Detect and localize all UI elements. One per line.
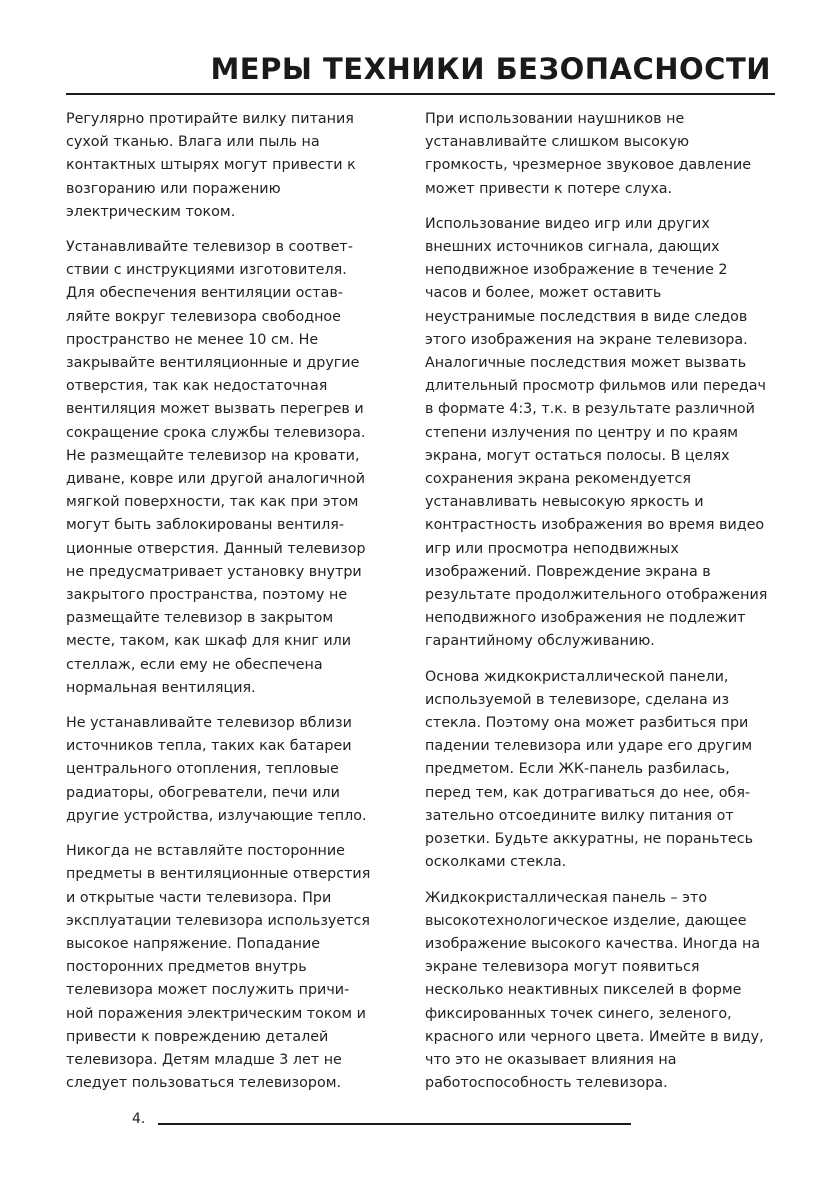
text-line: несколько неактивных пикселей в форме [425, 982, 742, 999]
text-line: изображение высокого качества. Иногда на [425, 935, 761, 952]
text-line: громкость, чрезмерное звуковое давление [425, 157, 752, 174]
text-line: часов и более, может оставить [425, 285, 662, 302]
text-line: стеллаж, если ему не обеспечена [66, 656, 323, 673]
left-column [66, 108, 378, 1107]
text-line: размещайте телевизор в закрытом [66, 610, 334, 627]
text-line: что это не оказывает влияния на [425, 1051, 677, 1068]
text-line: красного или черного цвета. Имейте в виду, [425, 1028, 764, 1045]
text-line: Регулярно протирайте вилку питания [66, 111, 354, 127]
text-line: работоспособность телевизора. [425, 1075, 668, 1092]
text-line: Основа жидкокристаллической панели, [425, 668, 729, 685]
text-line: неподвижного изображения не подлежит [425, 610, 746, 627]
paragraph-headphones [425, 108, 775, 201]
text-line: не предусматривает установку внутри [66, 563, 362, 580]
text-line: гарантийному обслуживанию. [425, 633, 655, 650]
text-line: игр или просмотра неподвижных [425, 540, 679, 557]
text-line: отверстия, так как недостаточная [66, 378, 328, 395]
text-line: может привести к потере слуха. [425, 180, 673, 197]
text-line: этого изображения на экране телевизора. [425, 331, 748, 348]
text-line: неустранимые последствия в виде следов [425, 308, 748, 325]
right-column [425, 108, 775, 1107]
text-line: контрастность изображения во время видео [425, 517, 765, 534]
text-line: сохранения экрана рекомендуется [425, 471, 691, 488]
text-line: ляйте вокруг телевизора свободное [66, 308, 341, 325]
text-line: сухой тканью. Влага или пыль на [66, 134, 320, 151]
text-line: Аналогичные последствия может вызвать [425, 355, 747, 372]
text-line: телевизора. Детям младше 3 лет не [66, 1051, 342, 1068]
text-line: устанавливайте слишком высокую [425, 134, 690, 151]
text-line: источников тепла, таких как батареи [66, 738, 352, 755]
text-line: степени излучения по центру и по краям [425, 424, 739, 441]
text-line: следует пользоваться телевизором. [66, 1075, 342, 1092]
text-line: перед тем, как дотрагиваться до нее, обя- [425, 784, 751, 801]
text-line: результате продолжительного отображения [425, 587, 768, 604]
text-line: осколками стекла. [425, 854, 567, 871]
text-line: могут быть заблокированы вентиля- [66, 517, 345, 534]
paragraph-lcd-glass [425, 666, 775, 875]
text-line: контактных штырях могут привести к [66, 157, 356, 174]
text-line: радиаторы, обогреватели, печи или [66, 784, 340, 801]
text-line: Для обеспечения вентиляции остав- [66, 285, 343, 302]
text-line: в формате 4:3, т.к. в результате различной [425, 401, 755, 418]
paragraph-static-image [425, 213, 775, 654]
text-line: нормальная вентиляция. [66, 679, 256, 696]
text-line: телевизора может послужить причи- [66, 982, 350, 999]
footer-divider [158, 1123, 631, 1125]
text-line: электрическим током. [66, 203, 236, 220]
text-line: экране телевизора могут появиться [425, 959, 700, 976]
text-line: ционные отверстия. Данный телевизор [66, 540, 366, 557]
text-line: сокращение срока службы телевизора. [66, 424, 366, 441]
text-line: Устанавливайте телевизор в соответ- [66, 239, 353, 256]
text-line: диване, ковре или другой аналогичной [66, 471, 365, 488]
page-number: 4. [132, 1111, 146, 1127]
text-line: зательно отсоедините вилку питания от [425, 807, 734, 824]
text-line: Использование видео игр или других [425, 215, 710, 232]
text-line: Не размещайте телевизор на кровати, [66, 447, 360, 464]
text-line: мягкой поверхности, так как при этом [66, 494, 359, 511]
text-line: Никогда не вставляйте посторонние [66, 843, 345, 860]
text-line: закрывайте вентиляционные и другие [66, 355, 360, 372]
text-line: высокое напряжение. Попадание [66, 935, 321, 952]
text-line: экрана, могут остаться полосы. В целях [425, 447, 730, 464]
text-line: ствии с инструкциями изготовителя. [66, 262, 347, 279]
text-line: изображений. Повреждение экрана в [425, 563, 711, 580]
paragraph-heat-sources [66, 712, 378, 828]
text-line: центрального отопления, тепловые [66, 761, 339, 778]
text-line: другие устройства, излучающие тепло. [66, 807, 367, 824]
text-line: длительный просмотр фильмов или передач [425, 378, 766, 395]
title-divider [66, 93, 775, 95]
text-line: Не устанавливайте телевизор вблизи [66, 715, 352, 732]
paragraph-installation-ventilation [66, 236, 378, 700]
paragraph-inactive-pixels [425, 887, 775, 1096]
text-line: эксплуатации телевизора используется [66, 912, 370, 929]
text-line: и открытые части телевизора. При [66, 889, 332, 906]
text-line: вентиляция может вызвать перегрев и [66, 401, 364, 418]
text-line: розетки. Будьте аккуратны, не пораньтесь [425, 831, 753, 848]
text-line: закрытого пространства, поэтому не [66, 587, 348, 604]
text-line: используемой в телевизоре, сделана из [425, 691, 730, 708]
text-line: пространство не менее 10 см. Не [66, 331, 319, 348]
paragraph-foreign-objects [66, 840, 378, 1095]
text-line: предметы в вентиляционные отверстия [66, 866, 371, 883]
text-line: падении телевизора или ударе его другим [425, 738, 753, 755]
text-line: При использовании наушников не [425, 111, 685, 127]
text-line: привести к повреждению деталей [66, 1028, 329, 1045]
page-title: МЕРЫ ТЕХНИКИ БЕЗОПАСНОСТИ [210, 52, 771, 86]
text-line: внешних источников сигнала, дающих [425, 239, 720, 256]
text-line: посторонних предметов внутрь [66, 959, 307, 976]
text-line: предметом. Если ЖК-панель разбилась, [425, 761, 730, 778]
paragraph-plug-cleaning [66, 108, 378, 224]
text-line: месте, таком, как шкаф для книг или [66, 633, 352, 650]
text-line: неподвижное изображение в течение 2 [425, 262, 728, 279]
text-line: фиксированных точек синего, зеленого, [425, 1005, 732, 1022]
text-line: стекла. Поэтому она может разбиться при [425, 715, 749, 732]
text-line: устанавливать невысокую яркость и [425, 494, 704, 511]
text-line: возгоранию или поражению [66, 180, 281, 197]
text-line: Жидкокристаллическая панель – это [425, 889, 708, 906]
text-line: высокотехнологическое изделие, дающее [425, 912, 747, 929]
text-line: ной поражения электрическим током и [66, 1005, 366, 1022]
